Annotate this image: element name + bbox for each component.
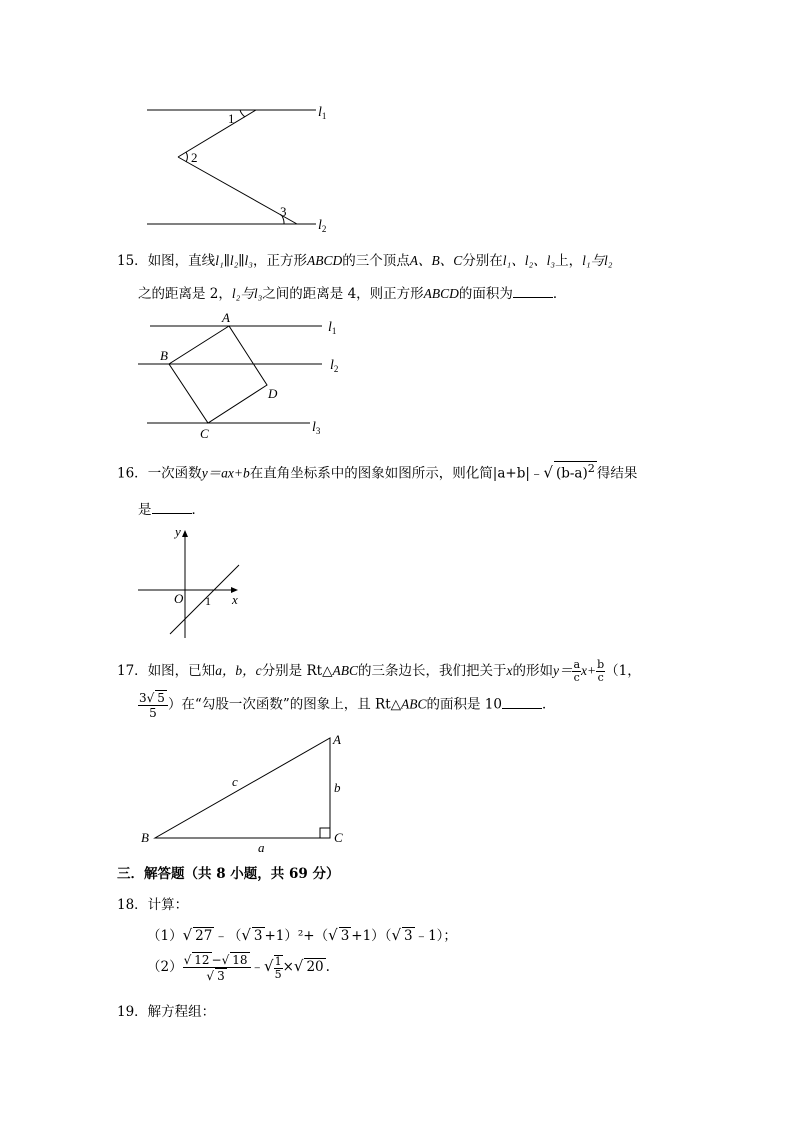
vertex-C: C [334,830,343,845]
y-axis-arrow [182,530,188,537]
triangle-abc [155,738,330,838]
l2-label: $l_2$ [318,218,327,234]
side-c: c [232,774,238,789]
angle-2-label: 2 [191,150,198,165]
section-title: 三．解答题（共 8 小题，共 69 分） [117,866,340,882]
q19-heading: 19．解方程组： [117,1004,216,1020]
q16-line1: 16．一次函数y＝ax+b在直角坐标系中的图象如图所示，则化简|a+b|﹣√ $(b-a)^2$ 得结果 [117,462,638,482]
vertex-D: D [268,386,278,401]
l2-label: $l_2$ [330,358,339,374]
q16-line2: 是 ． [138,498,205,518]
y-axis-label: y [175,524,181,539]
q15-line1: 15．如图，直线l₁∥l₂∥l₃，正方形ABCD的三个顶点A、B、C分别在l₁、l₂、l₃上，l₁与l₂ [117,253,613,269]
angle-3-label: 3 [280,204,287,219]
answer-blank [502,694,542,709]
l3-label: $l_3$ [312,420,321,436]
x-axis-label: x [232,592,238,607]
side-a: a [258,840,265,855]
q17-line2: $\frac{3√ 5}{5}$ ）在“勾股一次函数”的图象上，且 Rt△ABC的面积是 10 ． [139,691,556,720]
vertex-A: A [333,732,341,747]
vertex-C: C [200,426,209,441]
l1-label: $l_1$ [318,105,327,121]
q15-line2: 之的距离是 2，l₂与l₃之间的距离是 4，则正方形ABCD的面积为 ． [138,282,566,302]
l1-label: $l_1$ [328,320,337,336]
figure-right-triangle [141,732,343,855]
q17-line1: 17．如图，已知a，b，c分别是 Rt△ABC的三条边长，我们把关于x的形如y＝ $\frac{a}{c}$ x+ $\frac{b}{c}$ （1， [117,658,641,684]
right-angle-mark [320,828,330,838]
origin-label: O [174,591,184,606]
vertex-B: B [160,348,168,363]
q18-part2: （2） $\frac{√ 12 -√ 18}{√ 3}$ ﹣√ $\frac{1}{5}$ ×√ 20 . [147,953,330,983]
vertex-A: A [222,310,230,325]
figure-coordinate-line [138,524,239,638]
angle-1-label: 1 [228,111,235,126]
q18-heading: 18．计算： [117,897,189,913]
q18-part1: （1）√ 27 ﹣（√ 3 +1）²+（√ 3 +1）（√ 3 ﹣1）； [147,926,457,944]
answer-blank [152,499,192,514]
side-b: b [334,780,341,795]
square-abcd [169,326,267,423]
tick-one-label: 1 [205,594,211,608]
vertex-B: B [141,830,149,845]
